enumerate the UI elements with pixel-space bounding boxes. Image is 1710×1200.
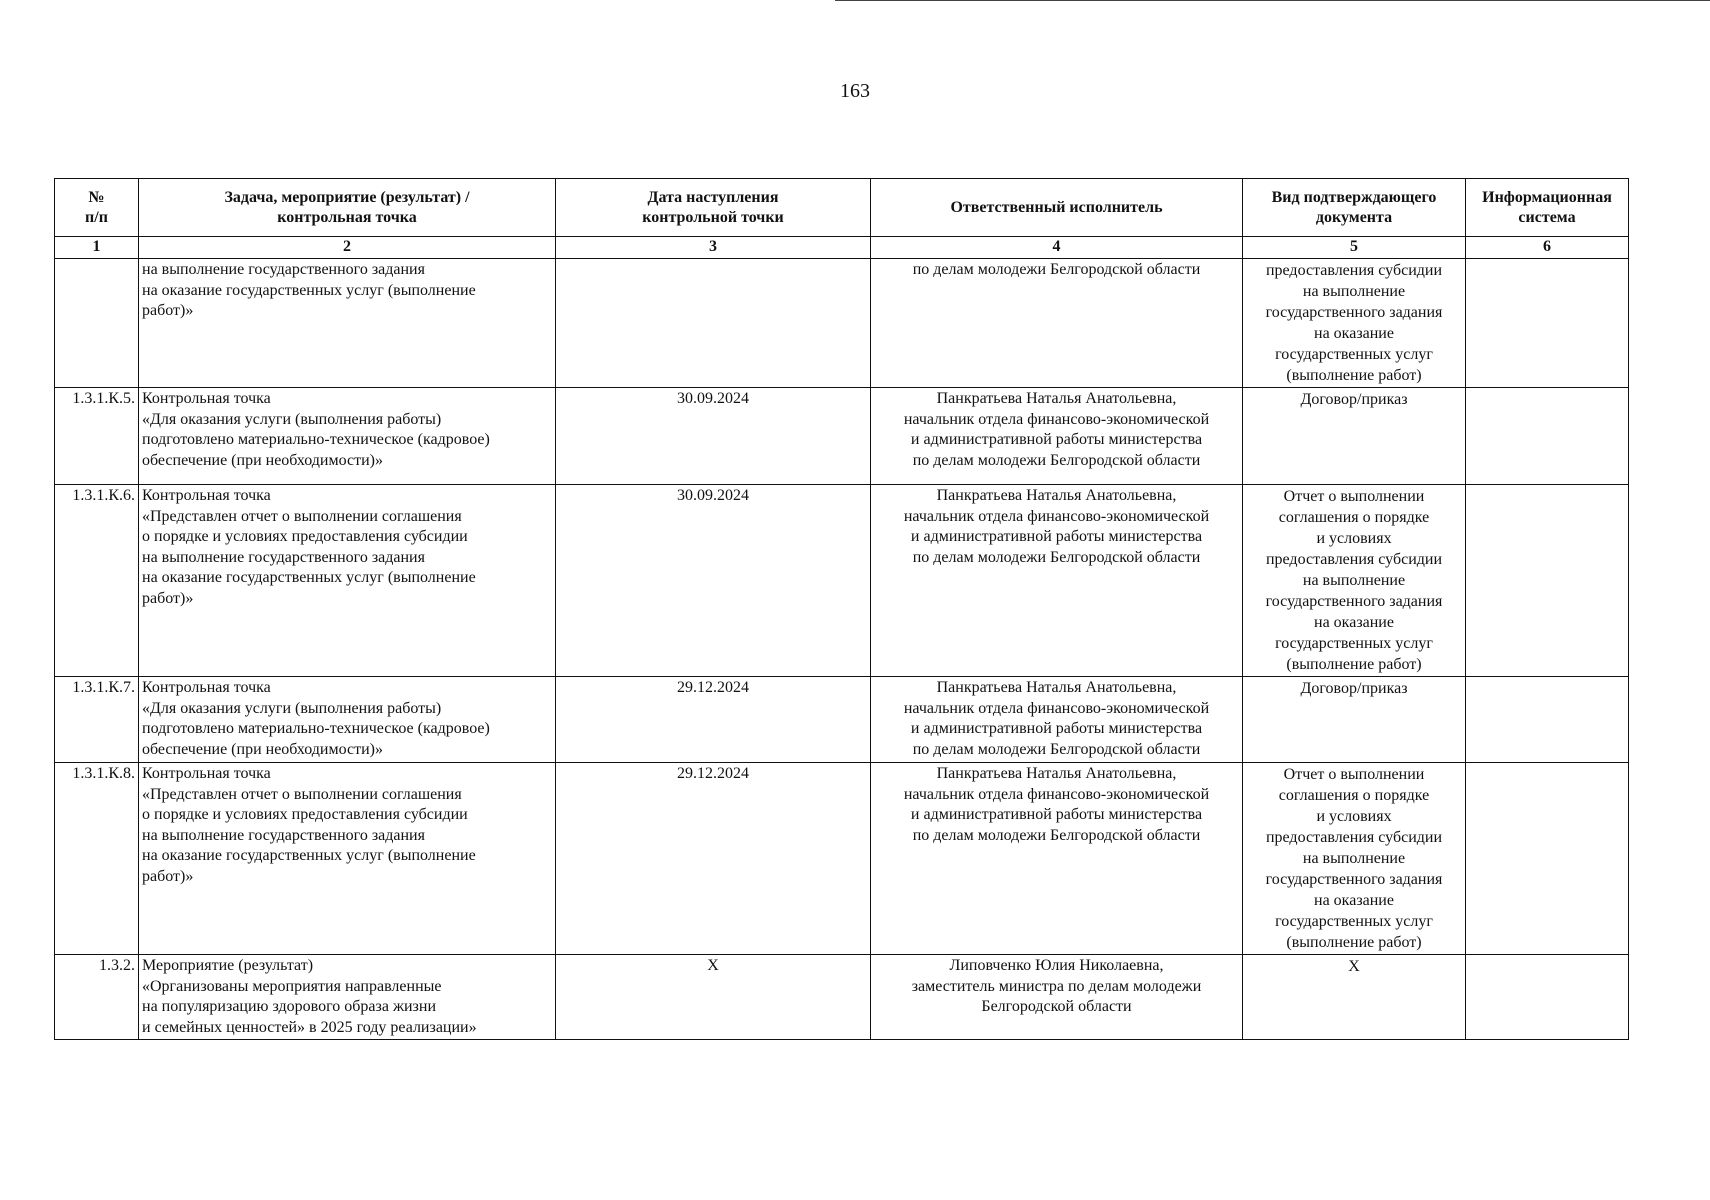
row-date: X [556,955,871,1040]
row-num [55,259,139,388]
column-number-row [55,237,1629,259]
table-row [55,388,1629,485]
header-date: Дата наступления контрольной точки [556,179,871,237]
row-doc: X [1243,955,1466,1040]
header-responsible: Ответственный исполнитель [871,179,1243,237]
column-number: 4 [871,237,1243,259]
row-responsible: Панкратьева Наталья Анатольевна, начальник отдела финансово-экономической и административной работы министерства по делам молодежи Белгородской области [871,763,1243,955]
row-date: 29.12.2024 [556,763,871,955]
table-row [55,485,1629,677]
row-doc: Отчет о выполнении соглашения о порядке и условиях предоставления субсидии на выполнение государственного задания на оказание государственных услуг (выполнение работ) [1243,763,1466,955]
row-num: 1.3.1.К.6. [55,485,139,677]
header-task: Задача, мероприятие (результат) / контрольная точка [139,179,556,237]
row-responsible: Панкратьева Наталья Анатольевна, начальник отдела финансово-экономической и административной работы министерства по делам молодежи Белгородской области [871,677,1243,763]
row-responsible: по делам молодежи Белгородской области [871,259,1243,388]
top-rule [835,0,1710,1]
header-num: № п/п [55,179,139,237]
row-responsible: Липовченко Юлия Николаевна, заместитель министра по делам молодежи Белгородской области [871,955,1243,1040]
row-doc: предоставления субсидии на выполнение государственного задания на оказание государственных услуг (выполнение работ) [1243,259,1466,388]
header-doc: Вид подтверждающего документа [1243,179,1466,237]
row-num: 1.3.1.К.8. [55,763,139,955]
row-date: 30.09.2024 [556,485,871,677]
row-date: 29.12.2024 [556,677,871,763]
row-num: 1.3.2. [55,955,139,1040]
row-task: Мероприятие (результат) «Организованы мероприятия направленные на популяризацию здорового образа жизни и семейных ценностей» в 2025 году реализации» [139,955,556,1040]
row-doc: Договор/приказ [1243,677,1466,763]
row-task: Контрольная точка «Для оказания услуги (выполнения работы) подготовлено материально-техническое (кадровое) обеспечение (при необходимости)» [139,677,556,763]
row-doc: Отчет о выполнении соглашения о порядке и условиях предоставления субсидии на выполнение государственного задания на оказание государственных услуг (выполнение работ) [1243,485,1466,677]
column-number: 5 [1243,237,1466,259]
row-system [1466,259,1629,388]
row-system [1466,485,1629,677]
column-number: 3 [556,237,871,259]
row-system [1466,677,1629,763]
column-number: 1 [55,237,139,259]
table-row [55,955,1629,1040]
header-system: Информационная система [1466,179,1629,237]
row-task: Контрольная точка «Представлен отчет о выполнении соглашения о порядке и условиях предоставления субсидии на выполнение государственного задания на оказание государственных услуг (выполнение работ)» [139,763,556,955]
row-system [1466,763,1629,955]
column-number: 6 [1466,237,1629,259]
page-number: 163 [840,80,870,102]
row-date: 30.09.2024 [556,388,871,485]
row-doc: Договор/приказ [1243,388,1466,485]
row-system [1466,955,1629,1040]
row-date [556,259,871,388]
row-task: на выполнение государственного задания на оказание государственных услуг (выполнение работ)» [139,259,556,388]
table-row [55,677,1629,763]
row-task: Контрольная точка «Для оказания услуги (выполнения работы) подготовлено материально-техническое (кадровое) обеспечение (при необходимости)» [139,388,556,485]
column-number: 2 [139,237,556,259]
row-task: Контрольная точка «Представлен отчет о выполнении соглашения о порядке и условиях предоставления субсидии на выполнение государственного задания на оказание государственных услуг (выполнение работ)» [139,485,556,677]
row-responsible: Панкратьева Наталья Анатольевна, начальник отдела финансово-экономической и административной работы министерства по делам молодежи Белгородской области [871,485,1243,677]
row-system [1466,388,1629,485]
row-num: 1.3.1.К.7. [55,677,139,763]
row-num: 1.3.1.К.5. [55,388,139,485]
control-points-table [54,178,1629,1040]
table-row [55,259,1629,388]
table-header-row [55,179,1629,237]
row-responsible: Панкратьева Наталья Анатольевна, начальник отдела финансово-экономической и административной работы министерства по делам молодежи Белгородской области [871,388,1243,485]
table-row [55,763,1629,955]
